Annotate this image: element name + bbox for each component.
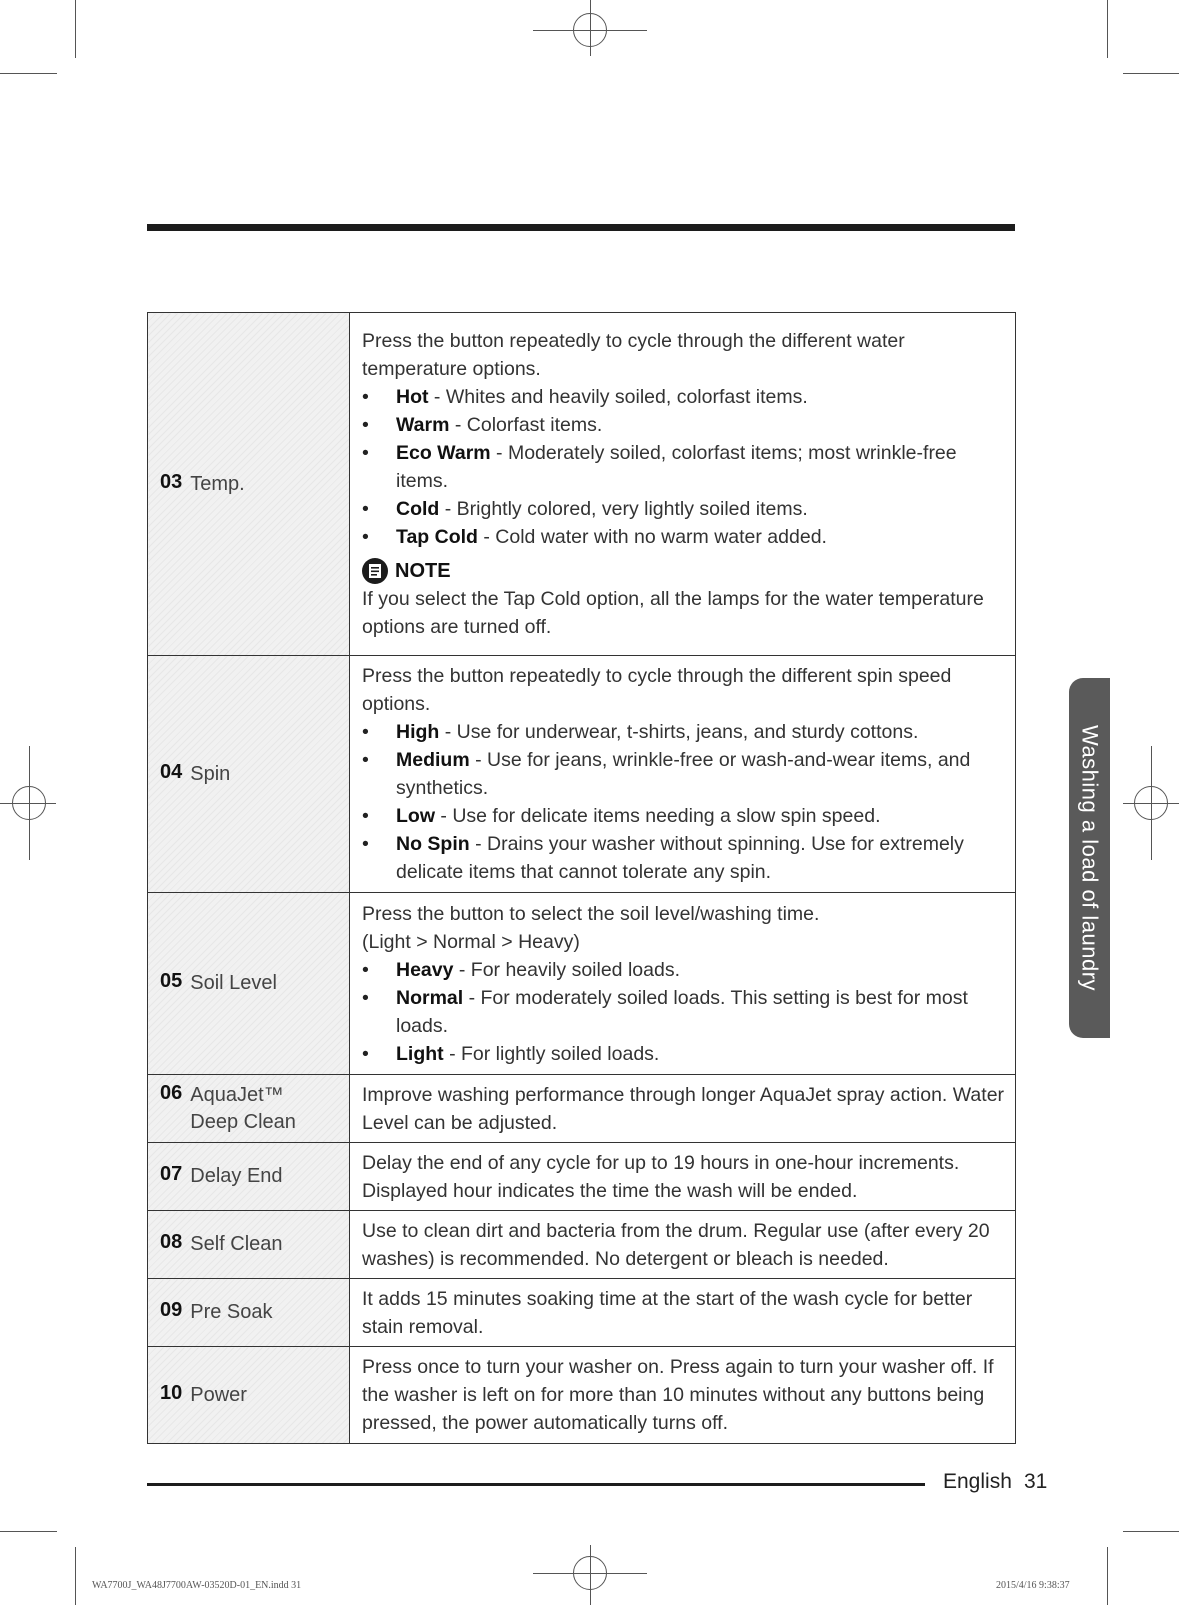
- feature-intro: Press the button repeatedly to cycle through the different spin speed options.: [362, 665, 952, 715]
- feature-intro: Press the button to select the soil level/washing time.: [362, 902, 820, 925]
- note-icon: [362, 558, 388, 584]
- feature-label-cell: [148, 313, 350, 656]
- feature-number: 04: [160, 760, 183, 783]
- feature-description-cell: [350, 1143, 1016, 1211]
- print-slug-file: WA7700J_WA48J7700AW-03520D-01_EN.indd 31: [92, 1580, 302, 1591]
- registration-circle: [12, 786, 46, 820]
- crop-mark: [75, 0, 76, 58]
- feature-label-cell: [148, 1347, 350, 1444]
- crop-mark: [1107, 1547, 1108, 1605]
- option-list: [362, 956, 1005, 1068]
- feature-number: 08: [160, 1231, 183, 1253]
- feature-number: 06: [160, 1081, 183, 1104]
- feature-intro: Improve washing performance through longer AquaJet spray action. Water Level can be adjusted.: [362, 1083, 1005, 1134]
- feature-label-cell: [148, 893, 350, 1075]
- feature-description-cell: [350, 313, 1016, 656]
- note-heading: [362, 557, 1005, 585]
- feature-number: 09: [160, 1299, 183, 1321]
- registration-circle: [1134, 786, 1168, 820]
- table-row: [148, 1279, 1016, 1347]
- feature-number: 10: [160, 1381, 183, 1404]
- feature-name: AquaJet™: [190, 1083, 284, 1106]
- feature-intro: Delay the end of any cycle for up to 19 hours in one-hour increments. Displayed hour indicates the time the wash will be ended.: [362, 1151, 960, 1202]
- page-number: 31: [1024, 1470, 1048, 1493]
- feature-label-cell: [148, 1211, 350, 1279]
- feature-intro: Press once to turn your washer on. Press again to turn your washer off. If the washer is left on for more than 10 minutes without any buttons being pressed, the power automatically turns off.: [362, 1356, 994, 1434]
- list-item: • High - Use for underwear, t-shirts, jeans, and sturdy cottons.: [362, 718, 1005, 746]
- feature-intro: It adds 15 minutes soaking time at the start of the wash cycle for better stain removal.: [362, 1287, 973, 1338]
- registration-circle: [573, 13, 607, 47]
- feature-table: [147, 312, 1016, 1444]
- crop-mark: [0, 73, 57, 74]
- table-row: [148, 893, 1016, 1075]
- feature-name: Pre Soak: [190, 1301, 273, 1323]
- feature-intro-sequence: (Light > Normal > Heavy): [362, 930, 580, 953]
- feature-name: Soil Level: [190, 972, 277, 994]
- feature-description-cell: [350, 1347, 1016, 1444]
- list-item: • Eco Warm - Moderately soiled, colorfast items; most wrinkle-free items.: [362, 439, 1005, 495]
- feature-name: Self Clean: [190, 1233, 283, 1255]
- registration-circle: [573, 1556, 607, 1590]
- section-side-tab-label: Washing a load of laundry: [1077, 724, 1103, 992]
- table-row: [148, 656, 1016, 893]
- crop-mark: [0, 1531, 57, 1532]
- table-row: [148, 1143, 1016, 1211]
- list-item: • No Spin - Drains your washer without spinning. Use for extremely delicate items that cannot tolerate any spin.: [362, 830, 1005, 886]
- list-item: • Cold - Brightly colored, very lightly soiled items.: [362, 495, 1005, 523]
- feature-label-cell: [148, 656, 350, 893]
- feature-number: 03: [160, 470, 183, 493]
- header-rule: [147, 224, 1015, 231]
- list-item: • Warm - Colorfast items.: [362, 411, 1005, 439]
- feature-name: Delay End: [190, 1165, 283, 1187]
- list-item: • Tap Cold - Cold water with no warm water added.: [362, 523, 1005, 551]
- list-item: • Normal - For moderately soiled loads. This setting is best for most loads.: [362, 984, 1005, 1040]
- list-item: • Low - Use for delicate items needing a slow spin speed.: [362, 802, 1005, 830]
- crop-mark: [75, 1547, 76, 1605]
- feature-description-cell: [350, 1211, 1016, 1279]
- feature-label-cell: [148, 1075, 350, 1143]
- feature-intro: Press the button repeatedly to cycle through the different water temperature options.: [362, 330, 905, 380]
- table-row: [148, 1211, 1016, 1279]
- feature-label-cell: [148, 1279, 350, 1347]
- feature-number: 05: [160, 970, 183, 992]
- feature-description-cell: [350, 893, 1016, 1075]
- feature-description-cell: [350, 1075, 1016, 1143]
- feature-name: Spin: [190, 762, 231, 785]
- feature-label-cell: [148, 1143, 350, 1211]
- option-list: [362, 383, 1005, 551]
- option-list: [362, 718, 1005, 886]
- table-row: [148, 1347, 1016, 1444]
- note-text: If you select the Tap Cold option, all the lamps for the water temperature options are turned off.: [362, 588, 984, 638]
- note-title: NOTE: [395, 560, 451, 582]
- section-side-tab: [1069, 678, 1110, 1038]
- feature-intro: Use to clean dirt and bacteria from the drum. Regular use (after every 20 washes) is recommended. No detergent or bleach is needed.: [362, 1219, 990, 1270]
- print-slug-timestamp: 2015/4/16 9:38:37: [996, 1580, 1070, 1591]
- list-item: • Medium - Use for jeans, wrinkle-free or wash-and-wear items, and synthetics.: [362, 746, 1005, 802]
- list-item: • Hot - Whites and heavily soiled, colorfast items.: [362, 383, 1005, 411]
- feature-description-cell: [350, 656, 1016, 893]
- crop-mark: [1123, 1531, 1179, 1532]
- feature-name: Temp.: [190, 472, 245, 495]
- crop-mark: [1123, 73, 1179, 74]
- feature-number: 07: [160, 1163, 183, 1185]
- list-item: • Heavy - For heavily soiled loads.: [362, 956, 1005, 984]
- list-item: • Light - For lightly soiled loads.: [362, 1040, 1005, 1068]
- table-row: [148, 1075, 1016, 1143]
- feature-name: Power: [190, 1383, 247, 1406]
- feature-name-line2: Deep Clean: [190, 1110, 296, 1133]
- table-row: [148, 313, 1016, 656]
- feature-description-cell: [350, 1279, 1016, 1347]
- crop-mark: [1107, 0, 1108, 58]
- footer-rule: [147, 1483, 925, 1486]
- footer-language: English: [943, 1470, 1012, 1493]
